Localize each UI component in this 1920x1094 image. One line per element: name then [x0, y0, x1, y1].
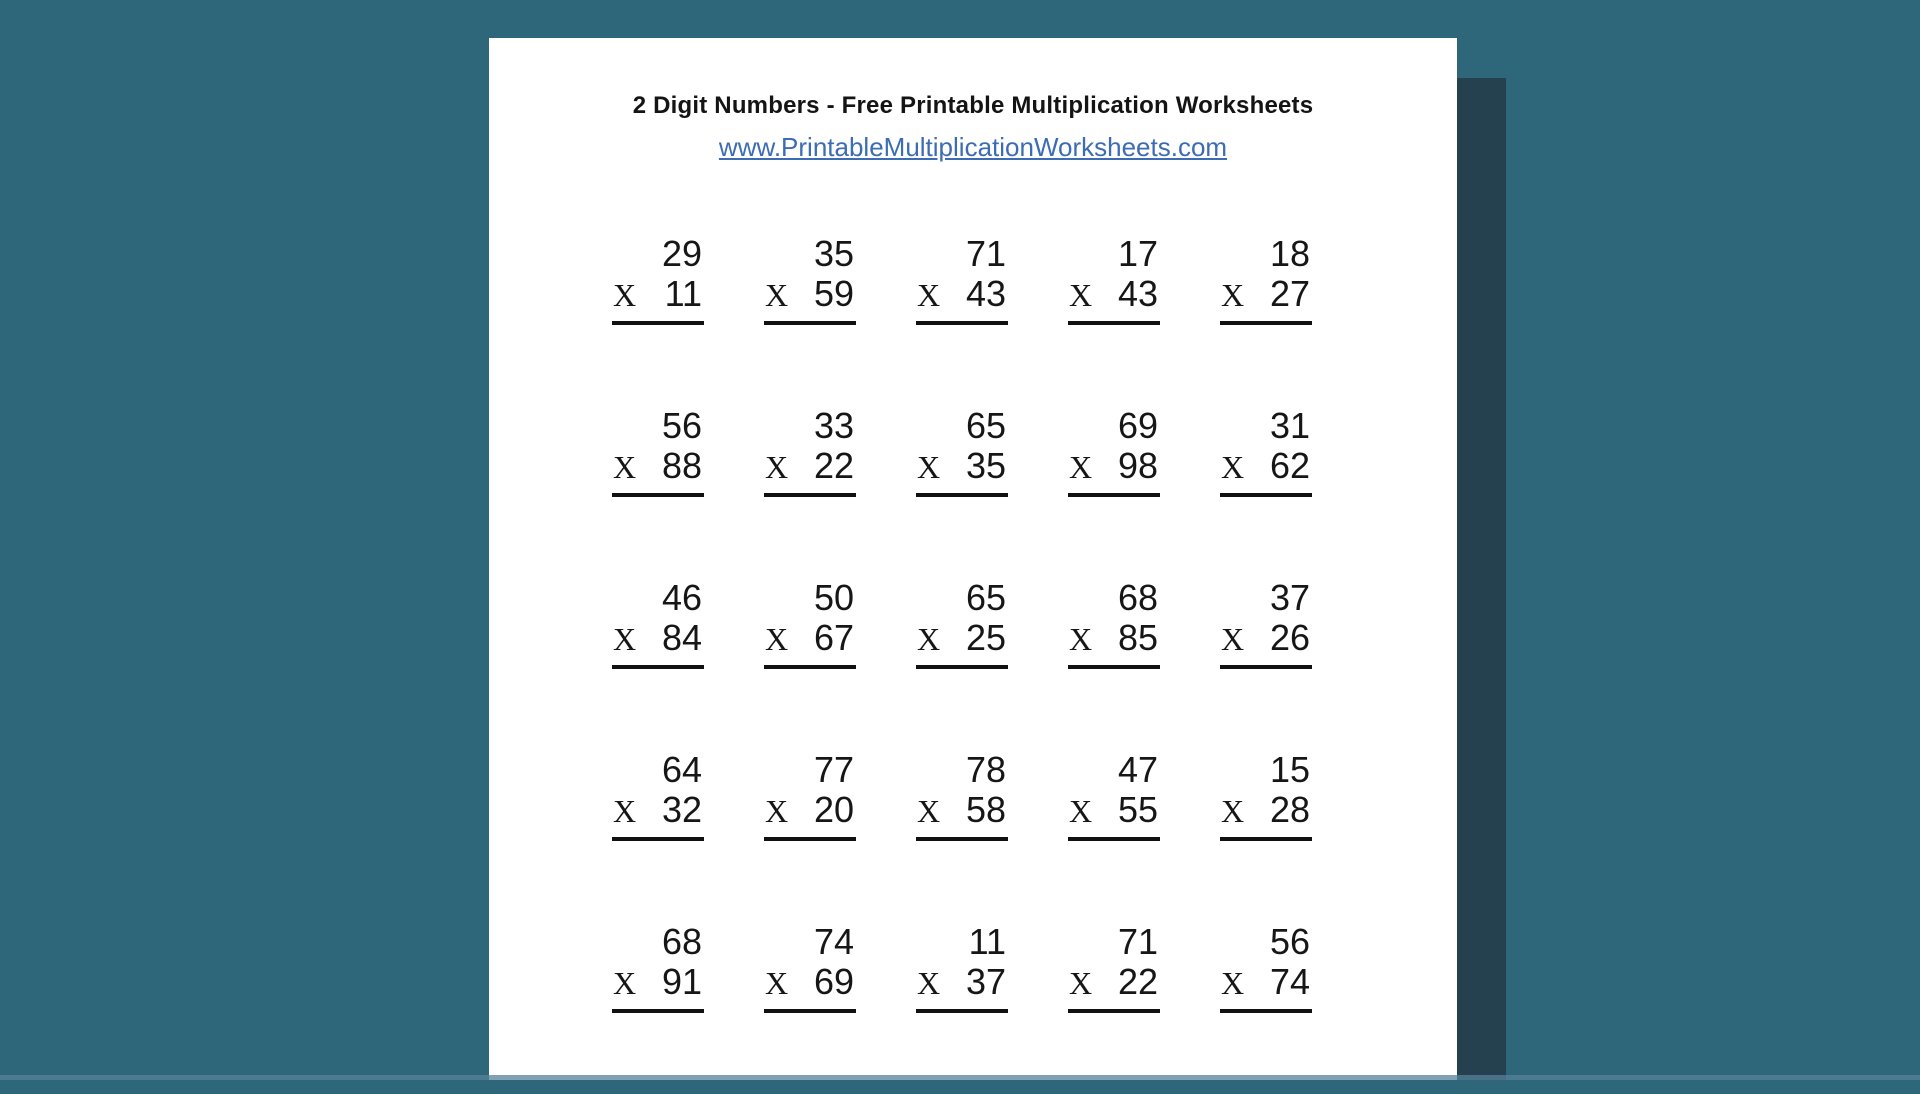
multiplier: 22	[1117, 961, 1158, 1002]
multiplier: 85	[1117, 617, 1158, 658]
viewport-bottom-edge	[0, 1075, 1920, 1080]
multiplicand: 31	[1269, 405, 1310, 446]
multiplication-problem	[1068, 922, 1160, 1013]
multiplier: 11	[664, 273, 702, 314]
multiplier: 20	[813, 789, 854, 830]
multiplier-line	[1068, 618, 1160, 658]
multiplicand: 71	[1117, 921, 1158, 962]
multiplication-problem	[1068, 234, 1160, 325]
multiply-operator: X	[1069, 793, 1093, 829]
multiplicand: 46	[661, 577, 702, 618]
problems-row	[612, 750, 1312, 841]
multiply-operator: X	[765, 793, 789, 829]
multiplicand: 78	[965, 749, 1006, 790]
multiplicand: 29	[661, 233, 702, 274]
multiplier-line	[916, 274, 1008, 314]
multiplication-problem	[612, 750, 704, 841]
multiplicand: 37	[1269, 577, 1310, 618]
multiplier-line	[764, 618, 856, 658]
multiplier-line	[1068, 962, 1160, 1002]
multiplier: 32	[661, 789, 702, 830]
multiplier: 91	[661, 961, 702, 1002]
multiplier-line	[764, 274, 856, 314]
multiplier: 59	[813, 273, 854, 314]
multiply-operator: X	[613, 793, 637, 829]
multiply-operator: X	[1069, 965, 1093, 1001]
multiply-operator: X	[613, 277, 637, 313]
worksheet-page	[489, 38, 1457, 1080]
worksheet-title: 2 Digit Numbers - Free Printable Multiplication Worksheets	[632, 92, 1314, 119]
multiplication-problem	[1220, 234, 1312, 325]
multiplier: 88	[661, 445, 702, 486]
multiply-operator: X	[1221, 621, 1245, 657]
multiplier: 27	[1269, 273, 1310, 314]
multiplication-problem	[764, 234, 856, 325]
multiplication-problem	[916, 578, 1008, 669]
multiply-operator: X	[1069, 621, 1093, 657]
multiplicand: 77	[813, 749, 854, 790]
multiplier: 69	[813, 961, 854, 1002]
multiplier: 37	[965, 961, 1006, 1002]
multiplier-line	[916, 790, 1008, 830]
multiply-operator: X	[765, 621, 789, 657]
multiplier-line	[764, 962, 856, 1002]
multiplicand: 18	[1269, 233, 1310, 274]
multiplier-line	[612, 962, 704, 1002]
multiplication-problem	[1220, 406, 1312, 497]
multiplication-problem	[916, 750, 1008, 841]
multiplier-line	[1220, 446, 1312, 486]
multiplication-problem	[916, 922, 1008, 1013]
multiplication-problem	[612, 406, 704, 497]
multiplier: 74	[1269, 961, 1310, 1002]
multiplier-line	[1068, 790, 1160, 830]
multiplicand: 15	[1269, 749, 1310, 790]
multiply-operator: X	[917, 621, 941, 657]
multiplier-line	[1068, 274, 1160, 314]
multiplier-line	[612, 618, 704, 658]
multiplier: 35	[965, 445, 1006, 486]
problems-row	[612, 578, 1312, 669]
multiplier-line	[764, 790, 856, 830]
multiplier: 43	[1117, 273, 1158, 314]
multiply-operator: X	[917, 277, 941, 313]
multiplier-line	[612, 274, 704, 314]
problems-row	[612, 922, 1312, 1013]
worksheet-website-link[interactable]: www.PrintableMultiplicationWorksheets.com	[718, 132, 1228, 162]
multiplier-line	[1220, 790, 1312, 830]
multiplicand: 68	[661, 921, 702, 962]
problems-row	[612, 234, 1312, 325]
multiplicand: 17	[1117, 233, 1158, 274]
multiply-operator: X	[1069, 277, 1093, 313]
multiply-operator: X	[613, 965, 637, 1001]
multiply-operator: X	[1221, 277, 1245, 313]
multiplicand: 11	[968, 921, 1006, 962]
multiplication-problem	[764, 750, 856, 841]
multiplicand: 71	[965, 233, 1006, 274]
multiplier-line	[916, 618, 1008, 658]
multiply-operator: X	[1069, 449, 1093, 485]
multiplication-problem	[1068, 750, 1160, 841]
multiplier-line	[1220, 962, 1312, 1002]
multiplication-problem	[612, 578, 704, 669]
multiplicand: 50	[813, 577, 854, 618]
multiplier-line	[1220, 274, 1312, 314]
multiply-operator: X	[917, 965, 941, 1001]
multiplication-problem	[612, 922, 704, 1013]
multiply-operator: X	[765, 965, 789, 1001]
multiplier: 84	[661, 617, 702, 658]
multiply-operator: X	[765, 449, 789, 485]
multiplicand: 74	[813, 921, 854, 962]
multiplication-problem	[916, 406, 1008, 497]
multiplier: 58	[965, 789, 1006, 830]
multiplier: 26	[1269, 617, 1310, 658]
multiply-operator: X	[1221, 793, 1245, 829]
multiplier: 43	[965, 273, 1006, 314]
multiply-operator: X	[765, 277, 789, 313]
multiply-operator: X	[613, 449, 637, 485]
multiplication-problem	[764, 578, 856, 669]
multiplier: 22	[813, 445, 854, 486]
multiplier-line	[764, 446, 856, 486]
multiplication-problem	[764, 922, 856, 1013]
multiplier-line	[916, 962, 1008, 1002]
multiplication-problem	[1220, 578, 1312, 669]
multiply-operator: X	[917, 449, 941, 485]
multiplicand: 56	[661, 405, 702, 446]
multiplication-problem	[916, 234, 1008, 325]
problems-grid	[612, 234, 1312, 1094]
multiplier-line	[1068, 446, 1160, 486]
multiplicand: 65	[965, 405, 1006, 446]
multiplication-problem	[612, 234, 704, 325]
multiplicand: 47	[1117, 749, 1158, 790]
multiply-operator: X	[1221, 449, 1245, 485]
multiplicand: 68	[1117, 577, 1158, 618]
problems-row	[612, 406, 1312, 497]
multiplier: 28	[1269, 789, 1310, 830]
multiplication-problem	[1220, 922, 1312, 1013]
multiplier: 25	[965, 617, 1006, 658]
multiplicand: 35	[813, 233, 854, 274]
multiplicand: 65	[965, 577, 1006, 618]
multiplier-line	[612, 790, 704, 830]
multiplier: 55	[1117, 789, 1158, 830]
multiply-operator: X	[917, 793, 941, 829]
multiplication-problem	[764, 406, 856, 497]
multiplier: 62	[1269, 445, 1310, 486]
multiplicand: 64	[661, 749, 702, 790]
multiplier-line	[1220, 618, 1312, 658]
multiplier-line	[916, 446, 1008, 486]
multiplication-problem	[1068, 406, 1160, 497]
multiplicand: 56	[1269, 921, 1310, 962]
multiply-operator: X	[1221, 965, 1245, 1001]
multiplication-problem	[1220, 750, 1312, 841]
multiplicand: 33	[813, 405, 854, 446]
multiply-operator: X	[613, 621, 637, 657]
multiplier-line	[612, 446, 704, 486]
multiplicand: 69	[1117, 405, 1158, 446]
multiplier: 98	[1117, 445, 1158, 486]
multiplier: 67	[813, 617, 854, 658]
multiplication-problem	[1068, 578, 1160, 669]
